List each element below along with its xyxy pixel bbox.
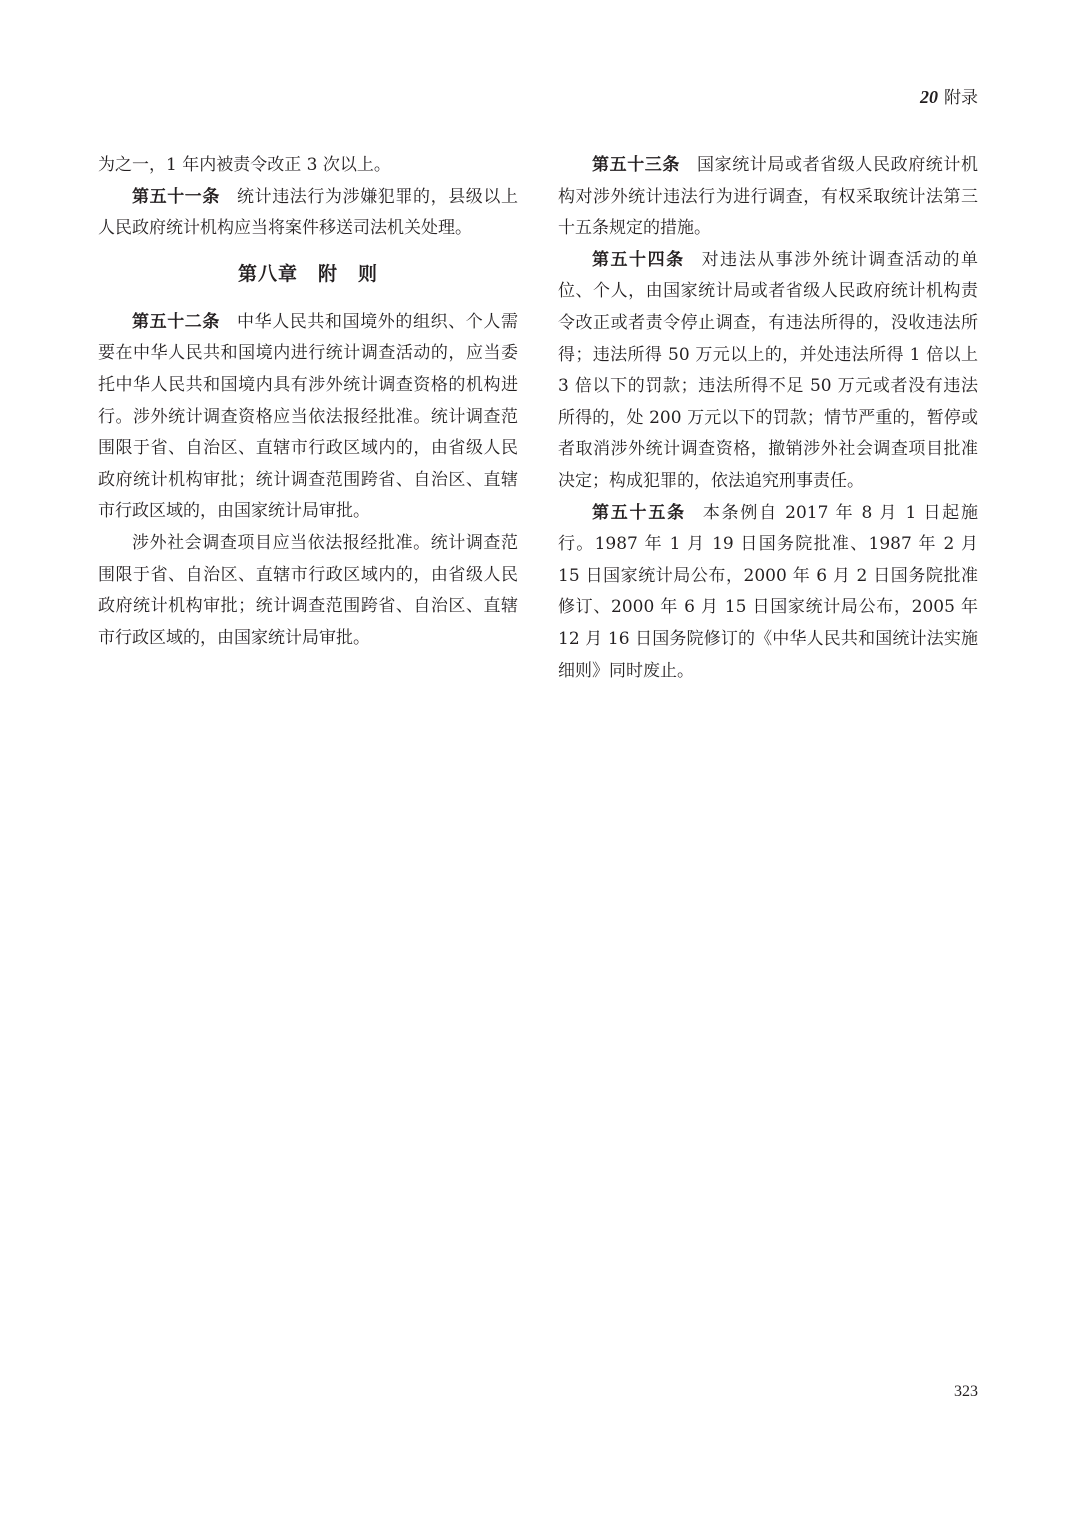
article-52-text: 中华人民共和国境外的组织、个人需要在中华人民共和国境内进行统计调查活动的，应当委托中华人民共和国境内具有涉外统计调查资格的机构进行。涉外统计调查资格应当依法报经批准。统计调查范围限于省、自治区、直辖市行政区域内的，由省级人民政府统计机构审批；统计调查范围跨省、自治区、直辖市行政区域的，由国家统计局审批。 xyxy=(98,311,518,522)
article-55-label: 第五十五条 xyxy=(592,502,686,523)
chapter-number: 20 xyxy=(920,87,938,107)
page-number: 323 xyxy=(954,1383,978,1400)
article-54-text: 对违法从事涉外统计调查活动的单位、个人，由国家统计局或者省级人民政府统计机构责令改正或者责令停止调查，有违法所得的，没收违法所得；违法所得 50 万元以上的，并处违法所得 1 倍以上 3 倍以下的罚款；违法所得不足 50 万元或者没有违法所得的，处 200 万元以下的罚款；情节严重的，暂停或者取消涉外统计调查资格，撤销涉外社会调查项目批准决定；构成犯罪的，依法追究刑事责任。 xyxy=(558,249,979,491)
article-55 xyxy=(558,498,978,688)
article-51-label: 第五十一条 xyxy=(132,186,220,207)
running-header xyxy=(920,86,978,109)
chapter-heading: 第八章 附 则 xyxy=(237,262,378,285)
article-51-text: 统计违法行为涉嫌犯罪的，县级以上人民政府统计机构应当将案件移送司法机关处理。 xyxy=(98,186,518,239)
left-column xyxy=(98,150,518,654)
article-54-label: 第五十四条 xyxy=(592,249,685,270)
right-column xyxy=(558,150,978,687)
article-51 xyxy=(98,182,518,245)
article-52 xyxy=(98,307,518,528)
continued-paragraph: 为之一，1 年内被责令改正 3 次以上。 xyxy=(98,155,391,175)
article-55-text: 本条例自 2017 年 8 月 1 日起施行。1987 年 1 月 19 日国务院批准、1987 年 2 月 15 日国家统计局公布，2000 年 6 月 2 日国务院批准修订、2000 年 6 月 15 日国家统计局公布，2005 年 12 月 16 日国务院修订的《中华人民共和国统计法实施细则》同时废止。 xyxy=(558,502,979,681)
article-53-label: 第五十三条 xyxy=(592,155,680,175)
running-header-title: 附录 xyxy=(944,88,978,108)
article-54 xyxy=(558,245,978,498)
article-53-text: 国家统计局或者省级人民政府统计机构对涉外统计违法行为进行调查，有权采取统计法第三十五条规定的措施。 xyxy=(558,155,978,239)
article-52-paragraph-2: 涉外社会调查项目应当依法报经批准。统计调查范围限于省、自治区、直辖市行政区域内的，由省级人民政府统计机构审批；统计调查范围跨省、自治区、直辖市行政区域的，由国家统计局审批。 xyxy=(98,532,518,648)
article-52-label: 第五十二条 xyxy=(132,311,220,332)
article-53 xyxy=(558,150,978,245)
